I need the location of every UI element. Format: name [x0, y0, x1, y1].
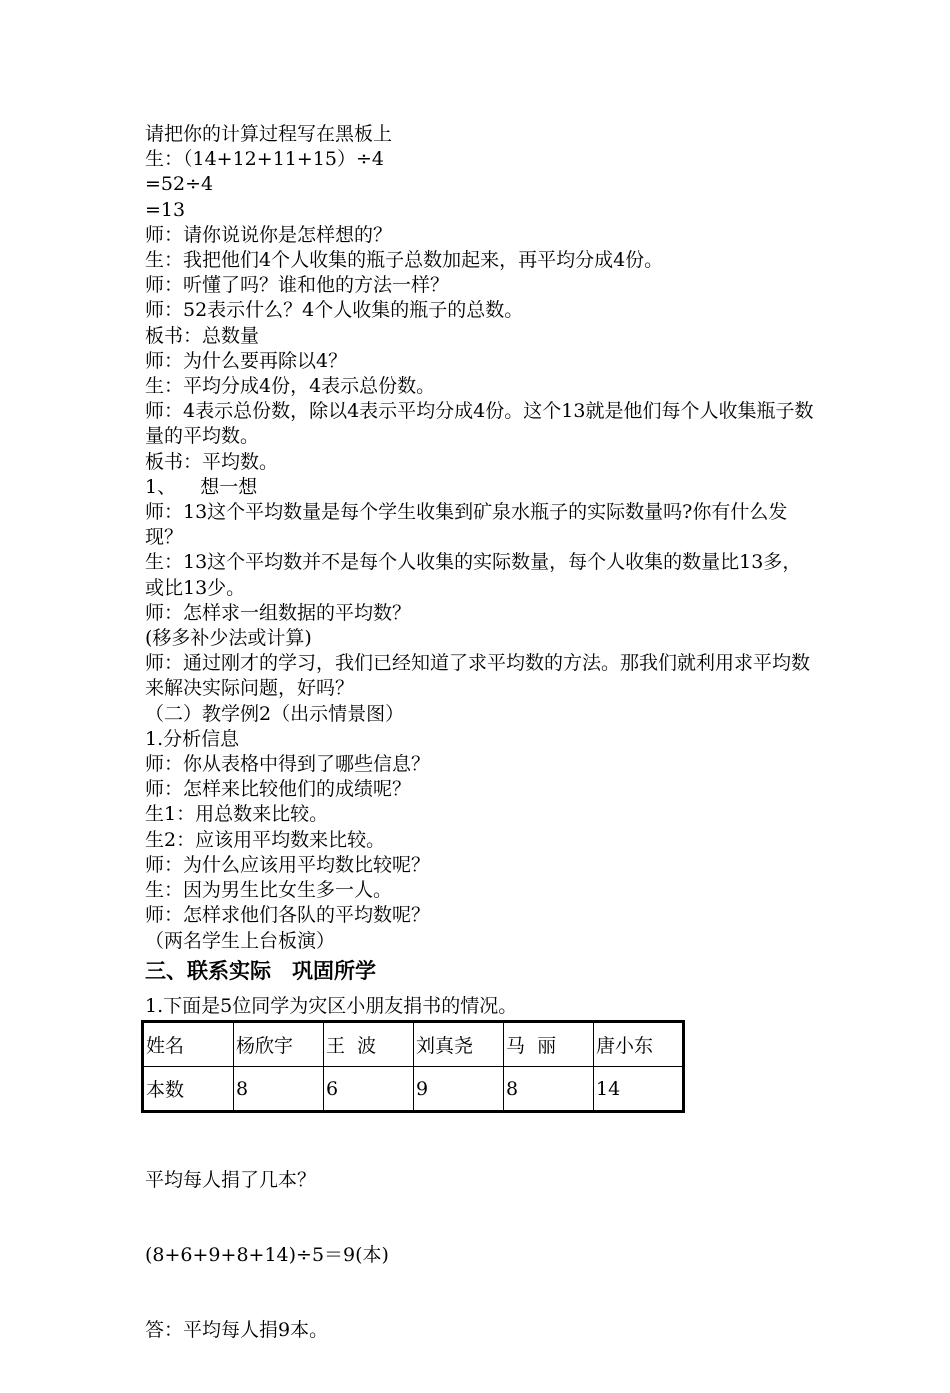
answer-line: 答：平均每人捐9本。 [145, 1319, 329, 1341]
text-line: =52÷4 [145, 173, 214, 196]
table-cell: 姓名 [143, 1022, 234, 1067]
table-cell: 王 波 [324, 1022, 414, 1067]
text-line: 生：平均分成4份，4表示总份数。 [145, 375, 436, 398]
text-line: 生1：用总数来比较。 [145, 803, 329, 826]
formula-line: (8+6+9+8+14)÷5＝9(本) [145, 1244, 389, 1266]
answer-block [145, 1118, 389, 1393]
text-line: 1、 想一想 [145, 475, 258, 498]
table-cell: 刘真尧 [414, 1022, 504, 1067]
text-line: 生：因为男生比女生多一人。 [145, 879, 393, 902]
text-paragraph: 师：13这个平均数量是每个学生收集到矿泉水瓶子的实际数量吗?你有什么发现？ [145, 501, 788, 549]
text-line: 师：为什么要再除以4？ [145, 349, 348, 372]
text-line: 师：52表示什么？4个人收集的瓶子的总数。 [145, 299, 524, 322]
table-cell: 6 [324, 1067, 414, 1112]
table-row [143, 1067, 684, 1112]
text-paragraph: 生：13这个平均数并不是每个人收集的实际数量，每个人收集的数量比13多，或比13少。 [145, 551, 802, 599]
lesson-transcript [145, 122, 815, 954]
text-line: (移多补少法或计算) [145, 627, 312, 650]
question-line: 平均每人捐了几本？ [145, 1169, 317, 1191]
table-cell: 8 [504, 1067, 594, 1112]
text-line: （两名学生上台板演） [145, 929, 336, 952]
text-line: 生：（14+12+11+15）÷4 [145, 148, 384, 171]
text-line: （二）教学例2（出示情景图） [145, 702, 405, 725]
section-heading: 三、联系实际 巩固所学 [145, 959, 376, 983]
text-line: 师：为什么应该用平均数比较呢？ [145, 853, 431, 876]
table-cell: 杨欣宇 [234, 1022, 324, 1067]
text-line: 师：请你说说你是怎样想的？ [145, 223, 393, 246]
text-line: 请把你的计算过程写在黑板上 [145, 123, 393, 145]
table-cell: 马 丽 [504, 1022, 594, 1067]
text-line: 师：怎样求他们各队的平均数呢？ [145, 904, 431, 927]
text-line: 师：怎样求一组数据的平均数？ [145, 601, 412, 624]
text-line: 板书：平均数。 [145, 450, 279, 473]
text-line: 生2：应该用平均数来比较。 [145, 828, 386, 851]
table-cell: 9 [414, 1067, 504, 1112]
text-paragraph: 师：通过刚才的学习，我们已经知道了求平均数的方法。那我们就利用求平均数来解决实际问题，好吗？ [145, 652, 811, 700]
text-line: 板书：总数量 [145, 324, 260, 347]
table-cell: 14 [594, 1067, 684, 1112]
donation-table [141, 1020, 685, 1113]
text-line: 生：我把他们4个人收集的瓶子总数加起来，再平均分成4份。 [145, 249, 664, 272]
text-line: 师：听懂了吗？谁和他的方法一样？ [145, 274, 450, 297]
table-cell: 8 [234, 1067, 324, 1112]
table-cell: 唐小东 [594, 1022, 684, 1067]
text-line: 1.分析信息 [145, 727, 240, 750]
text-line: 师：你从表格中得到了哪些信息？ [145, 753, 431, 776]
text-line: =13 [145, 198, 186, 221]
table-cell: 本数 [143, 1067, 234, 1112]
table-header-row [143, 1022, 684, 1067]
text-line: 师：怎样来比较他们的成绩呢？ [145, 778, 412, 801]
text-paragraph: 师：4表示总份数，除以4表示平均分成4份。这个13就是他们每个人收集瓶子数量的平均数。 [145, 400, 814, 448]
section-intro: 1.下面是5位同学为灾区小朋友捐书的情况。 [145, 995, 518, 1017]
